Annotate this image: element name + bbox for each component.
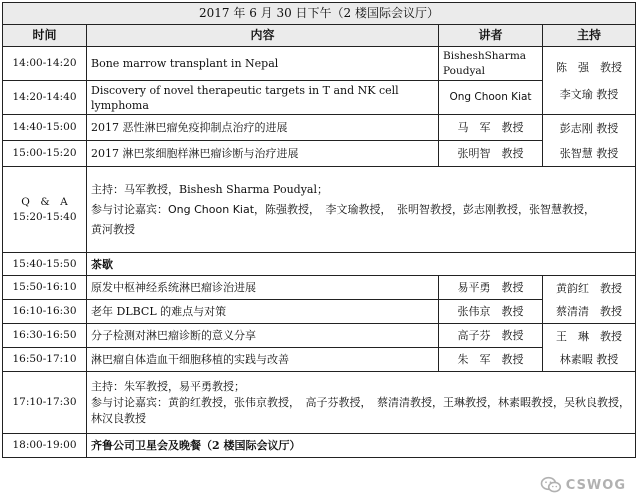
qa-guests-line: 参与讨论嘉宾：黄韵红教授，张伟京教授， 高子芬教授， 蔡清清教授，王琳教授，林素暇教授，吴秋良教授，林汉良教授 bbox=[91, 395, 630, 425]
host-name: 李文瑜 教授 bbox=[559, 87, 619, 101]
session-row bbox=[3, 348, 636, 372]
qa-guest-highlight: Ong Choon Kiat bbox=[168, 202, 255, 216]
session-time: 16:30-16:50 bbox=[3, 324, 87, 348]
session-row bbox=[3, 81, 636, 115]
session-time: 14:00-14:20 bbox=[3, 47, 87, 81]
dinner-label: 齐鲁公司卫星会及晚餐（2 楼国际会议厅） bbox=[87, 434, 636, 458]
session-time: 15:50-16:10 bbox=[3, 276, 87, 300]
session-topic: 2017 淋巴浆细胞样淋巴瘤诊断与治疗进展 bbox=[87, 141, 439, 167]
header-host: 主持 bbox=[543, 25, 636, 47]
session-hosts bbox=[543, 47, 636, 115]
qa-details bbox=[87, 167, 636, 253]
session-row bbox=[3, 115, 636, 141]
dinner-time: 18:00-19:00 bbox=[3, 434, 87, 458]
session-hosts bbox=[543, 276, 636, 324]
host-name: 蔡清清 教授 bbox=[556, 304, 623, 318]
schedule-table bbox=[2, 2, 636, 458]
session-row bbox=[3, 141, 636, 167]
qa-host-line: 主持：朱军教授，易平勇教授； bbox=[91, 379, 245, 393]
session-time: 15:00-15:20 bbox=[3, 141, 87, 167]
session-speaker: 张明智 教授 bbox=[439, 141, 543, 167]
session-topic: 分子检测对淋巴瘤诊断的意义分享 bbox=[87, 324, 439, 348]
session-row bbox=[3, 276, 636, 300]
session-speaker: BisheshSharma Poudyal bbox=[439, 47, 543, 81]
session-topic: 老年 DLBCL 的难点与对策 bbox=[87, 300, 439, 324]
qa-row bbox=[3, 167, 636, 253]
session-speaker: Ong Choon Kiat bbox=[439, 81, 543, 115]
qa-label: Q & A bbox=[21, 195, 68, 208]
qa-details bbox=[87, 372, 636, 434]
session-time: 14:40-15:00 bbox=[3, 115, 87, 141]
session-speaker: 易平勇 教授 bbox=[439, 276, 543, 300]
session-hosts bbox=[543, 324, 636, 372]
host-name: 彭志刚 教授 bbox=[559, 121, 619, 135]
qa-guests-line bbox=[91, 200, 631, 220]
session-time: 16:50-17:10 bbox=[3, 348, 87, 372]
host-name: 林素暇 教授 bbox=[559, 352, 619, 366]
session-speaker: 朱 军 教授 bbox=[439, 348, 543, 372]
session-time: 14:20-14:40 bbox=[3, 81, 87, 115]
break-time: 15:40-15:50 bbox=[3, 253, 87, 276]
header-speaker: 讲者 bbox=[439, 25, 543, 47]
session-topic: 2017 恶性淋巴瘤免疫抑制点治疗的进展 bbox=[87, 115, 439, 141]
session-speaker: 高子芬 教授 bbox=[439, 324, 543, 348]
qa-row bbox=[3, 372, 636, 434]
host-name: 黄韵红 教授 bbox=[556, 281, 623, 295]
qa-time: 17:10-17:30 bbox=[3, 372, 87, 434]
session-topic: 淋巴瘤自体造血干细胞移植的实践与改善 bbox=[87, 348, 439, 372]
qa-guests-last: 黄河教授 bbox=[91, 222, 135, 236]
session-speaker: 马 军 教授 bbox=[439, 115, 543, 141]
session-row bbox=[3, 47, 636, 81]
break-label: 茶歇 bbox=[87, 253, 636, 276]
watermark bbox=[540, 476, 626, 494]
session-row bbox=[3, 324, 636, 348]
qa-host-line: 主持：马军教授，Bishesh Sharma Poudyal； bbox=[91, 182, 328, 196]
header-time: 时间 bbox=[3, 25, 87, 47]
host-name: 王 琳 教授 bbox=[556, 329, 623, 343]
session-speaker: 张伟京 教授 bbox=[439, 300, 543, 324]
qa-time-cell bbox=[3, 167, 87, 253]
header-content: 内容 bbox=[87, 25, 439, 47]
dinner-row bbox=[3, 434, 636, 458]
watermark-text: CSWOG bbox=[565, 477, 626, 493]
session-topic: 原发中枢神经系统淋巴瘤诊治进展 bbox=[87, 276, 439, 300]
session-row bbox=[3, 300, 636, 324]
break-row bbox=[3, 253, 636, 276]
session-topic: Bone marrow transplant in Nepal bbox=[87, 47, 439, 81]
qa-guests-prefix: 参与讨论嘉宾： bbox=[91, 202, 168, 216]
qa-time: 15:20-15:40 bbox=[12, 210, 77, 223]
session-time: 16:10-16:30 bbox=[3, 300, 87, 324]
session-hosts bbox=[543, 115, 636, 167]
schedule-title: 2017 年 6 月 30 日下午（2 楼国际会议厅） bbox=[3, 3, 636, 25]
host-name: 陈 强 教授 bbox=[556, 60, 623, 74]
host-name: 张智慧 教授 bbox=[559, 146, 619, 160]
session-topic: Discovery of novel therapeutic targets in T and NK cell lymphoma bbox=[87, 81, 439, 115]
qa-guests-rest: ，陈强教授， 李文瑜教授， 张明智教授，彭志刚教授，张智慧教授， bbox=[254, 202, 596, 216]
wechat-icon bbox=[540, 476, 562, 494]
